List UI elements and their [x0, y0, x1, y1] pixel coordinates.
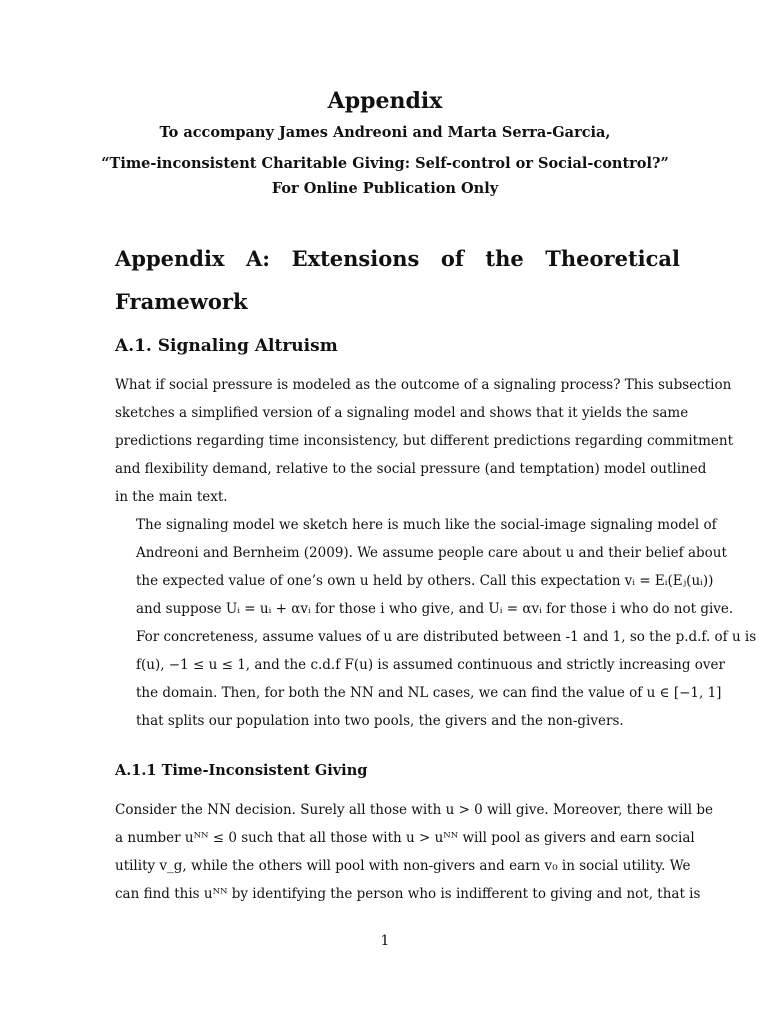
paragraph-signaling-model [115, 511, 757, 735]
text-line: and suppose Uᵢ = uᵢ + αvᵢ for those i who give, and Uᵢ = αvᵢ for those i who do not give. [136, 601, 734, 617]
text-line: can find this uᴺᴺ by identifying the person who is indifferent to giving and not, that is [115, 886, 701, 902]
text-line: that splits our population into two pools, the givers and the non-givers. [136, 713, 624, 729]
text-line: and flexibility demand, relative to the social pressure (and temptation) model outlined [115, 461, 707, 477]
text-line: Andreoni and Bernheim (2009). We assume people care about u and their belief about [136, 545, 727, 561]
text-line: f(u), −1 ≤ u ≤ 1, and the c.d.f F(u) is assumed continuous and strictly increasing over [136, 657, 725, 673]
paragraph-nn-decision [115, 796, 713, 908]
text-line: sketches a simplified version of a signaling model and shows that it yields the same [115, 405, 689, 421]
subsection-a1-heading: A.1. Signaling Altruism [115, 336, 338, 356]
subtitle-paper-title: “Time-inconsistent Charitable Giving: Self-control or Social-control?” [101, 155, 669, 172]
text-line: Consider the NN decision. Surely all those with u > 0 will give. Moreover, there will be [115, 802, 713, 818]
subsection-a11-heading: A.1.1 Time-Inconsistent Giving [115, 762, 368, 779]
text-line: utility v_g, while the others will pool with non-givers and earn v₀ in social utility. We [115, 858, 691, 874]
text-line: The signaling model we sketch here is much like the social-image signaling model of [136, 517, 717, 533]
text-line: the domain. Then, for both the NN and NL cases, we can find the value of u ∈ [−1, 1] [136, 685, 722, 701]
subtitle-authors: To accompany James Andreoni and Marta Serra-Garcia, [159, 124, 611, 141]
appendix-title: Appendix [327, 88, 443, 114]
page-number: 1 [380, 933, 390, 949]
text-line: the expected value of one’s own u held by others. Call this expectation vᵢ = Eᵢ(Eⱼ(uᵢ)) [136, 573, 714, 589]
text-line: What if social pressure is modeled as the outcome of a signaling process? This subsection [115, 377, 732, 393]
text-line: in the main text. [115, 489, 228, 505]
text-line: predictions regarding time inconsistency, but different predictions regarding commitment [115, 433, 733, 449]
paragraph-signaling-intro [115, 371, 733, 511]
subtitle-publication-note: For Online Publication Only [271, 180, 499, 197]
section-a-heading: Appendix A: Extensions of the Theoretical Framework [115, 246, 680, 314]
text-line: For concreteness, assume values of u are distributed between -1 and 1, so the p.d.f. of u is [136, 629, 757, 645]
text-line: a number uᴺᴺ ≤ 0 such that all those with u > uᴺᴺ will pool as givers and earn social [115, 830, 695, 846]
